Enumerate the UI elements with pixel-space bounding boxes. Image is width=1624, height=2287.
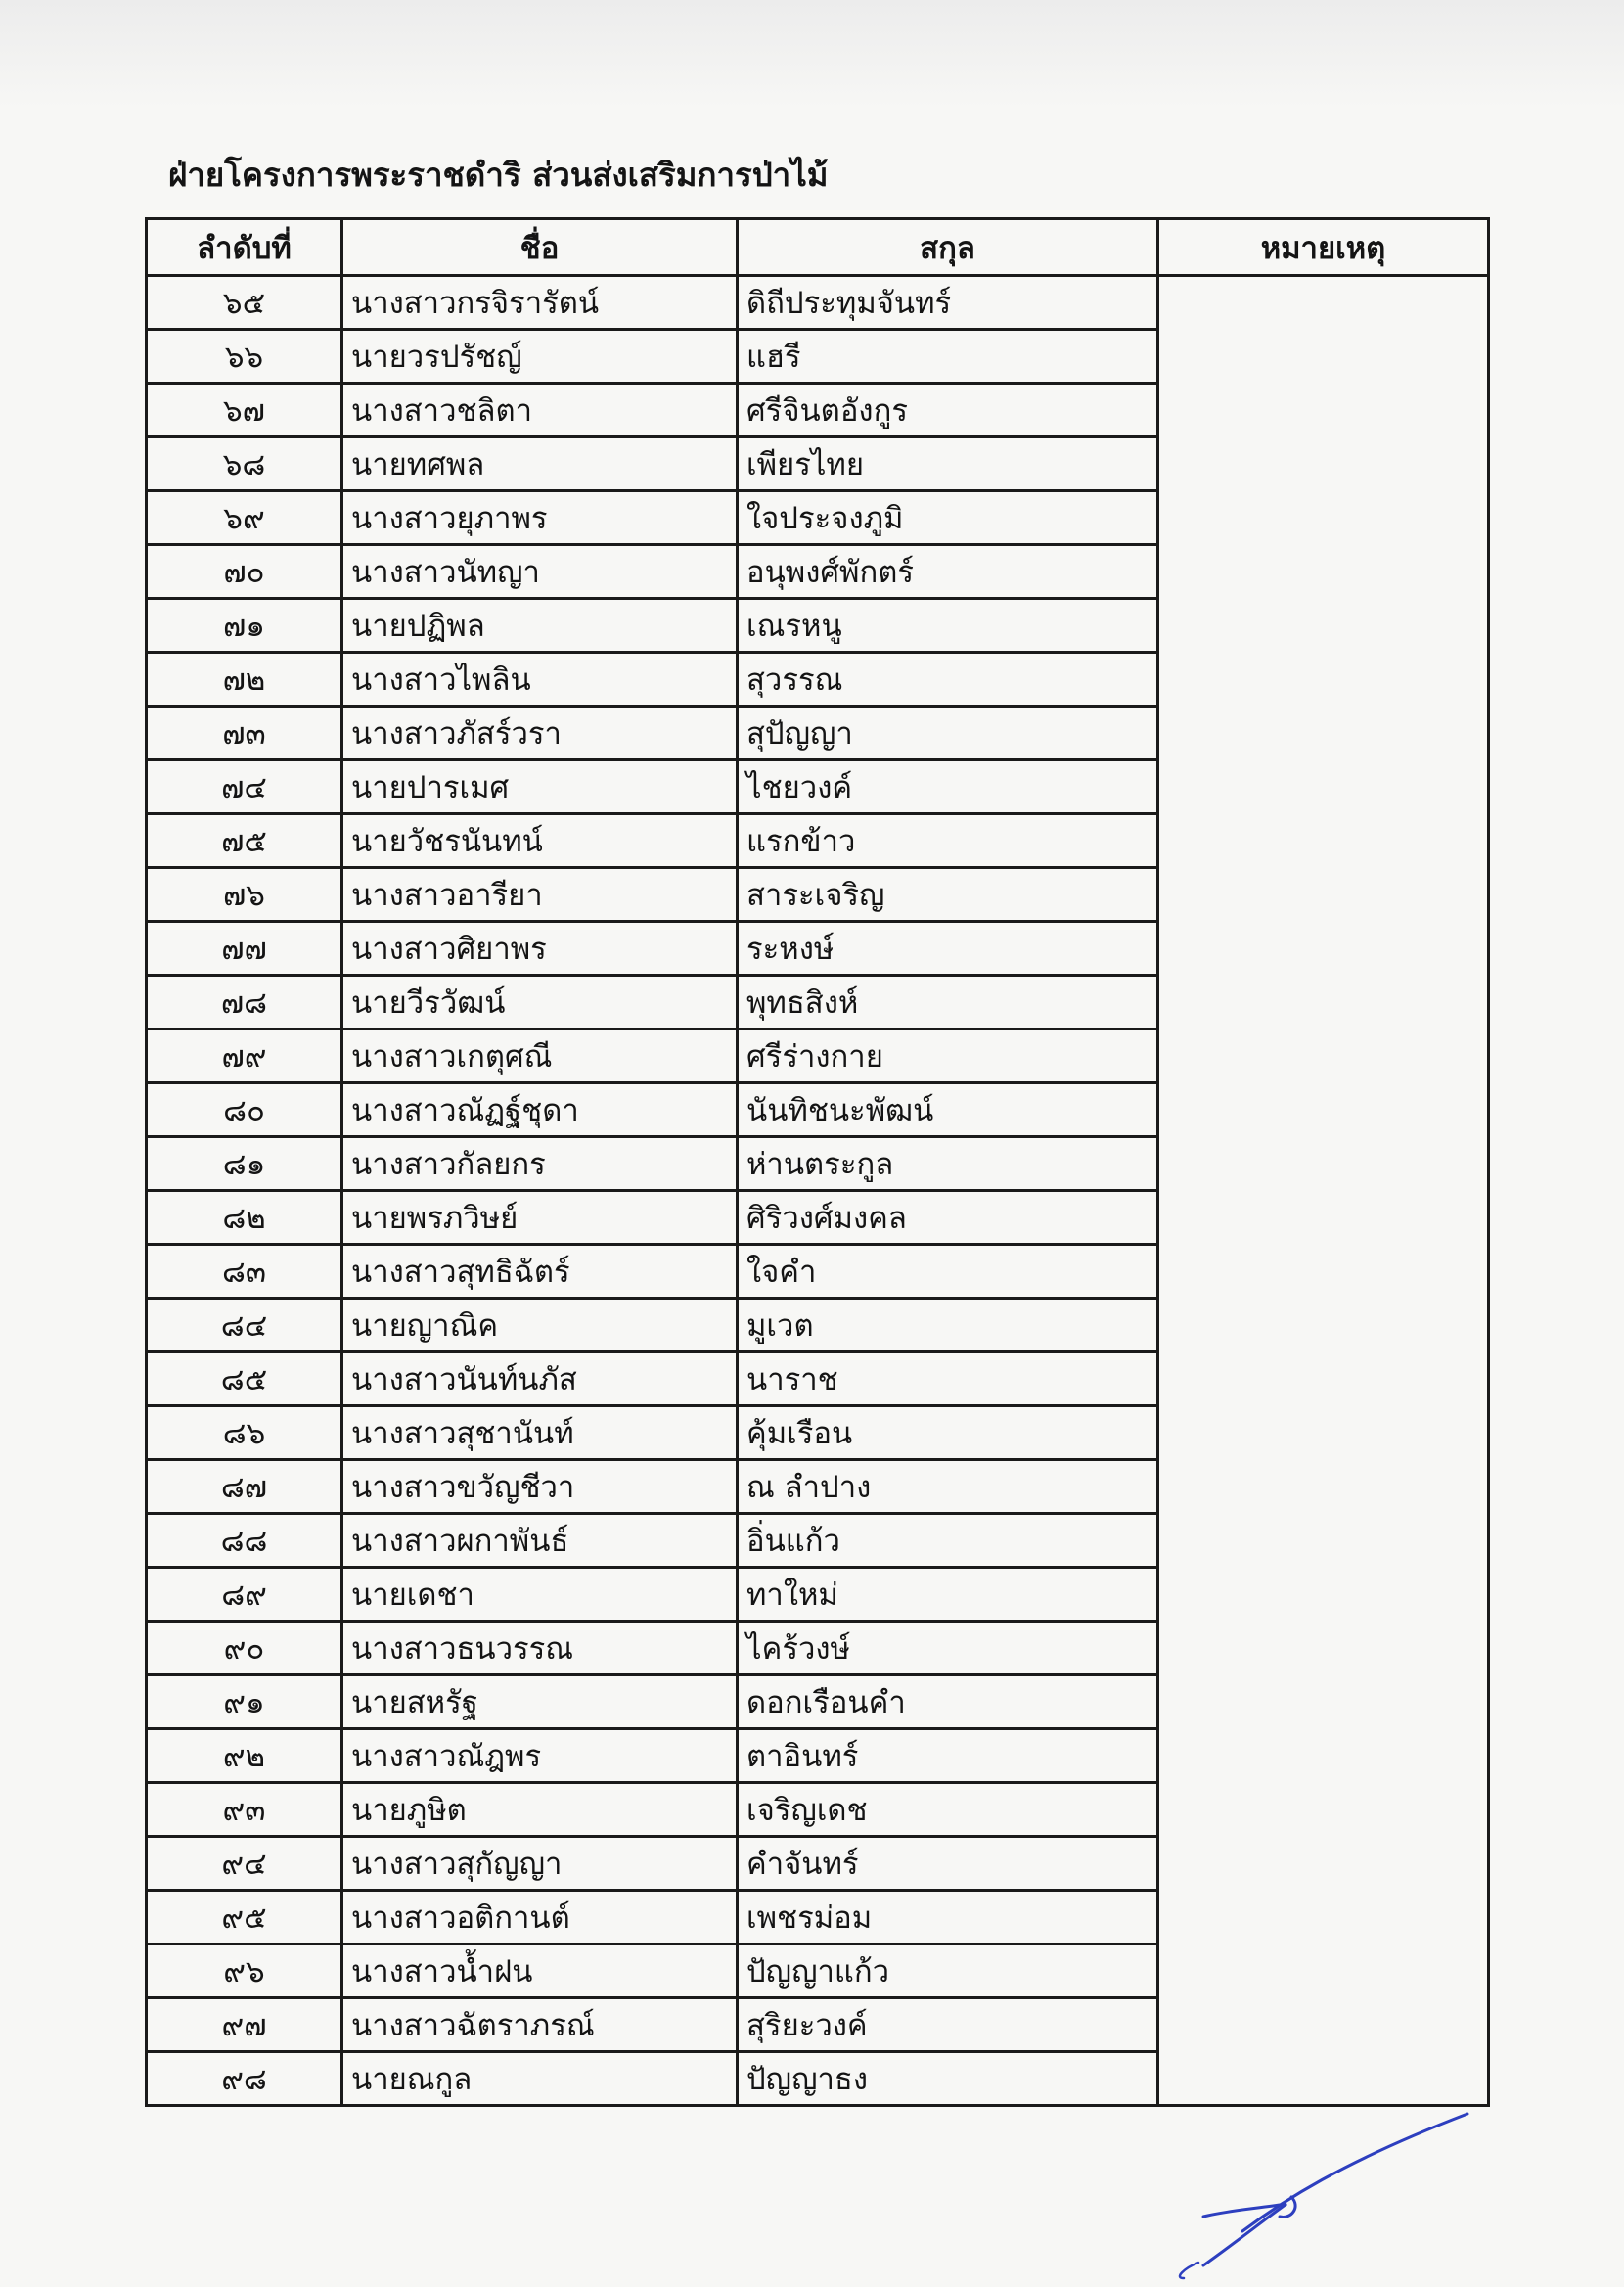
row-number: ๖๗ — [147, 384, 342, 437]
row-last-name: ใจคำ — [738, 1245, 1158, 1299]
row-first-name: นางสาวณัฎพร — [342, 1729, 738, 1783]
row-number: ๘๙ — [147, 1568, 342, 1622]
row-first-name: นายญาณิค — [342, 1299, 738, 1352]
row-number: ๘๒ — [147, 1191, 342, 1245]
table-row — [147, 276, 1489, 330]
row-number: ๙๖ — [147, 1944, 342, 1998]
row-number: ๗๕ — [147, 814, 342, 868]
row-number: ๙๘ — [147, 2052, 342, 2106]
row-first-name: นางสาวอารียา — [342, 868, 738, 922]
row-first-name: นางสาวยุภาพร — [342, 491, 738, 545]
row-last-name: สุริยะวงค์ — [738, 1998, 1158, 2052]
row-last-name: ณ ลำปาง — [738, 1460, 1158, 1514]
row-first-name: นายพรภวิษย์ — [342, 1191, 738, 1245]
row-last-name: ระหงษ์ — [738, 922, 1158, 976]
row-last-name: ศรีร่างกาย — [738, 1029, 1158, 1083]
row-number: ๗๘ — [147, 976, 342, 1029]
row-last-name: แรกข้าว — [738, 814, 1158, 868]
row-number: ๗๔ — [147, 760, 342, 814]
row-number: ๙๔ — [147, 1837, 342, 1891]
row-number: ๙๐ — [147, 1622, 342, 1675]
row-number: ๙๒ — [147, 1729, 342, 1783]
row-last-name: เพียรไทย — [738, 437, 1158, 491]
row-last-name: ไคร้วงษ์ — [738, 1622, 1158, 1675]
row-first-name: นางสาวน้ำฝน — [342, 1944, 738, 1998]
row-last-name: ห่านตระกูล — [738, 1137, 1158, 1191]
row-last-name: ดิถีประทุมจันทร์ — [738, 276, 1158, 330]
row-last-name: ศรีจินตอังกูร — [738, 384, 1158, 437]
table-header-row — [147, 219, 1489, 276]
row-last-name: อิ่นแก้ว — [738, 1514, 1158, 1568]
row-first-name: นางสาวภัสร์วรา — [342, 707, 738, 760]
row-number: ๖๖ — [147, 330, 342, 384]
row-number: ๙๕ — [147, 1891, 342, 1944]
row-last-name: ใจประจงภูมิ — [738, 491, 1158, 545]
row-first-name: นายปฏิพล — [342, 599, 738, 653]
row-first-name: นางสาวกัลยกร — [342, 1137, 738, 1191]
row-last-name: สุปัญญา — [738, 707, 1158, 760]
page-heading: ฝ่ายโครงการพระราชดำริ ส่วนส่งเสริมการป่าไม้ — [168, 156, 829, 194]
column-header-first-name: ชื่อ — [342, 219, 738, 276]
row-number: ๗๙ — [147, 1029, 342, 1083]
row-first-name: นายณกูล — [342, 2052, 738, 2106]
row-first-name: นางสาวฉัตราภรณ์ — [342, 1998, 738, 2052]
row-first-name: นางสาวนันท์นภัส — [342, 1352, 738, 1406]
row-first-name: นางสาวขวัญชีวา — [342, 1460, 738, 1514]
row-number: ๘๕ — [147, 1352, 342, 1406]
row-last-name: คำจันทร์ — [738, 1837, 1158, 1891]
row-first-name: นางสาวผกาพันธ์ — [342, 1514, 738, 1568]
row-last-name: ปัญญาแก้ว — [738, 1944, 1158, 1998]
row-first-name: นายสหรัฐ — [342, 1675, 738, 1729]
column-header-remark: หมายเหตุ — [1158, 219, 1489, 276]
row-first-name: นายวรปรัชญ์ — [342, 330, 738, 384]
row-number: ๙๗ — [147, 1998, 342, 2052]
row-first-name: นายวัชรนันทน์ — [342, 814, 738, 868]
row-number: ๗๗ — [147, 922, 342, 976]
remark-cell — [1158, 276, 1489, 2106]
row-first-name: นางสาวชลิตา — [342, 384, 738, 437]
row-first-name: นางสาวสุทธิฉัตร์ — [342, 1245, 738, 1299]
row-number: ๖๘ — [147, 437, 342, 491]
row-first-name: นางสาวอติกานต์ — [342, 1891, 738, 1944]
row-first-name: นางสาวเกตุศณี — [342, 1029, 738, 1083]
row-last-name: นันทิชนะพัฒน์ — [738, 1083, 1158, 1137]
row-first-name: นายภูษิต — [342, 1783, 738, 1837]
row-last-name: ศิริวงศ์มงคล — [738, 1191, 1158, 1245]
row-number: ๘๑ — [147, 1137, 342, 1191]
row-last-name: เพชรม่อม — [738, 1891, 1158, 1944]
row-last-name: นาราช — [738, 1352, 1158, 1406]
row-number: ๘๗ — [147, 1460, 342, 1514]
row-last-name: สาระเจริญ — [738, 868, 1158, 922]
row-first-name: นายทศพล — [342, 437, 738, 491]
row-last-name: สุวรรณ — [738, 653, 1158, 707]
row-last-name: ไชยวงค์ — [738, 760, 1158, 814]
row-first-name: นางสาวธนวรรณ — [342, 1622, 738, 1675]
row-number: ๘๖ — [147, 1406, 342, 1460]
row-number: ๙๓ — [147, 1783, 342, 1837]
row-last-name: ตาอินทร์ — [738, 1729, 1158, 1783]
row-number: ๘๐ — [147, 1083, 342, 1137]
row-last-name: พุทธสิงห์ — [738, 976, 1158, 1029]
row-number: ๖๙ — [147, 491, 342, 545]
row-last-name: เจริญเดช — [738, 1783, 1158, 1837]
row-first-name: นางสาวณัฏฐ์ชุดา — [342, 1083, 738, 1137]
row-first-name: นายปารเมศ — [342, 760, 738, 814]
roster-body — [147, 276, 1489, 2106]
row-number: ๗๓ — [147, 707, 342, 760]
row-last-name: อนุพงศ์พักตร์ — [738, 545, 1158, 599]
row-first-name: นางสาวไพลิน — [342, 653, 738, 707]
row-number: ๘๔ — [147, 1299, 342, 1352]
row-last-name: คุ้มเรือน — [738, 1406, 1158, 1460]
row-number: ๙๑ — [147, 1675, 342, 1729]
row-first-name: นางสาวสุกัญญา — [342, 1837, 738, 1891]
signature — [1145, 2094, 1477, 2280]
column-header-last-name: สกุล — [738, 219, 1158, 276]
row-last-name: เณรหนู — [738, 599, 1158, 653]
row-last-name: ดอกเรือนคำ — [738, 1675, 1158, 1729]
row-first-name: นางสาวกรจิรารัตน์ — [342, 276, 738, 330]
row-number: ๗๐ — [147, 545, 342, 599]
row-last-name: แฮรี — [738, 330, 1158, 384]
roster-table — [145, 217, 1490, 2107]
column-header-no: ลำดับที่ — [147, 219, 342, 276]
row-number: ๗๒ — [147, 653, 342, 707]
row-last-name: ปัญญาธง — [738, 2052, 1158, 2106]
scan-shadow — [0, 0, 1624, 108]
row-number: ๘๓ — [147, 1245, 342, 1299]
row-first-name: นางสาวสุชานันท์ — [342, 1406, 738, 1460]
row-last-name: มูเวต — [738, 1299, 1158, 1352]
row-first-name: นางสาวนัทญา — [342, 545, 738, 599]
row-number: ๖๕ — [147, 276, 342, 330]
row-first-name: นายเดชา — [342, 1568, 738, 1622]
row-number: ๗๖ — [147, 868, 342, 922]
row-first-name: นางสาวศิยาพร — [342, 922, 738, 976]
row-number: ๗๑ — [147, 599, 342, 653]
row-number: ๘๘ — [147, 1514, 342, 1568]
row-first-name: นายวีรวัฒน์ — [342, 976, 738, 1029]
row-last-name: ทาใหม่ — [738, 1568, 1158, 1622]
